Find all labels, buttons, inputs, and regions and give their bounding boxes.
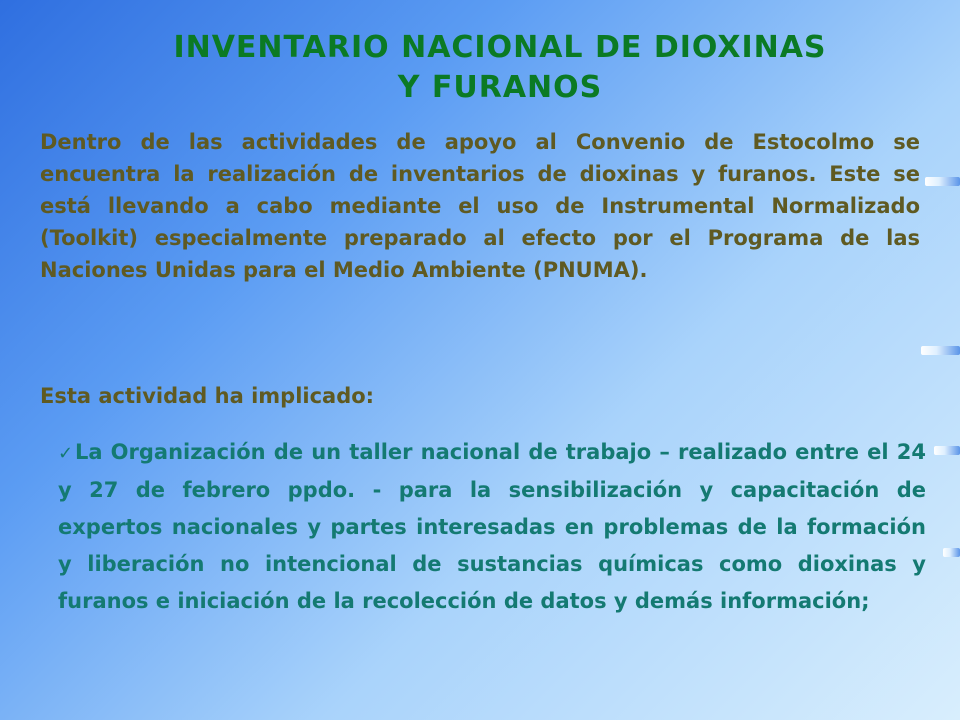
decorative-dash (943, 548, 960, 557)
bullet-item (58, 434, 926, 620)
title-line-1: INVENTARIO NACIONAL DE DIOXINAS (173, 30, 827, 65)
activity-heading: Esta actividad ha implicado: (40, 384, 375, 408)
slide-title (60, 28, 940, 108)
checkmark-icon: ✓ (58, 443, 74, 464)
intro-paragraph: Dentro de las actividades de apoyo al Convenio de Estocolmo se encuentra la realización de inventarios de dioxinas y furanos. Este se está llevando a cabo mediante el uso de Instrumental Normalizado (Toolkit) especialmente preparado al efecto por el Programa de las Naciones Unidas para el Medio Ambiente (PNUMA). (40, 130, 920, 282)
decorative-dash (921, 346, 960, 355)
decorative-dash (934, 446, 960, 455)
bullet-text: La Organización de un taller nacional de trabajo – realizado entre el 24 y 27 de febrero ppdo. - para la sensibilización y capacitación de expertos nacionales y partes interesadas en problemas de la formación y liberación no intencional de sustancias químicas como dioxinas y furanos e iniciación de la recolección de datos y demás información; (58, 440, 926, 613)
title-line-2: Y FURANOS (397, 70, 603, 105)
decorative-dash (925, 177, 960, 186)
